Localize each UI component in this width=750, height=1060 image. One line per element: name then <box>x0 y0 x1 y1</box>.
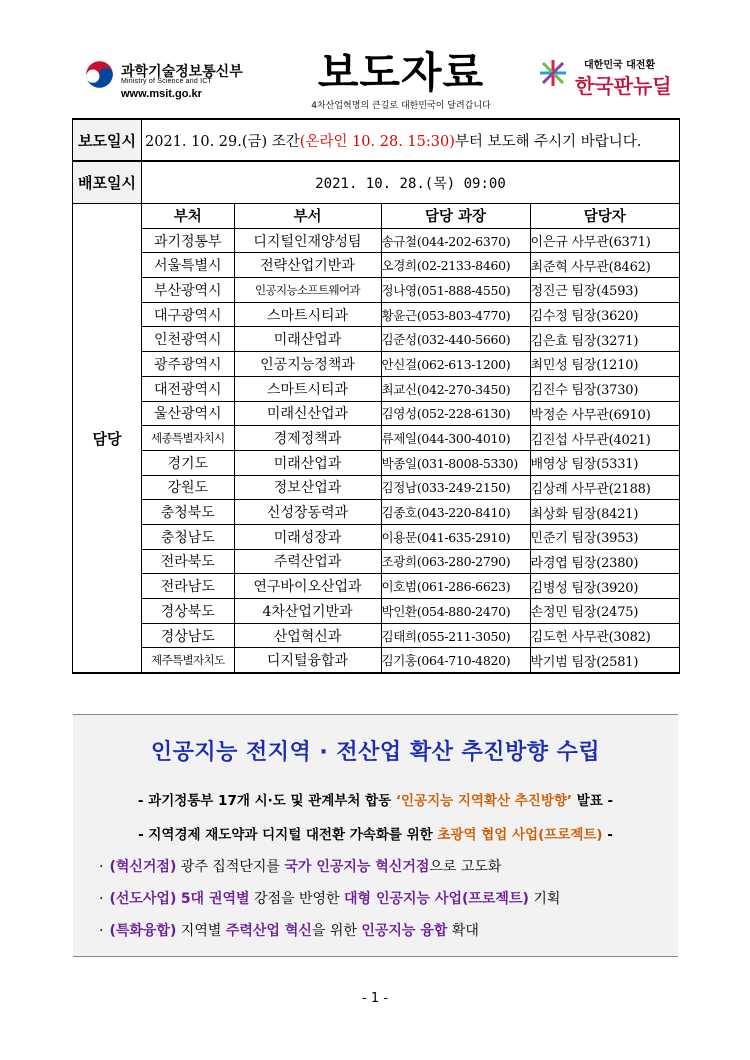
contact-manager: 황윤근(053-803-4770) <box>381 302 530 327</box>
sub2-suffix: - <box>602 827 613 843</box>
bullet-tag: (특화융합) <box>109 923 177 939</box>
contact-staff: 라경엽 팀장(2380) <box>530 549 679 574</box>
contact-row <box>142 327 679 352</box>
release-date: 2021. 10. 29.(금) 조간 <box>145 133 300 150</box>
contact-department: 디지털인재양성팀 <box>234 228 381 253</box>
contact-department: 스마트시티과 <box>234 376 381 401</box>
contact-ministry: 충청남도 <box>142 524 234 549</box>
release-value <box>142 119 680 161</box>
bullet-text: 확대 <box>447 923 479 939</box>
contact-staff: 김진수 팀장(3730) <box>530 376 679 401</box>
press-header <box>0 0 750 118</box>
contact-ministry: 서울특별시 <box>142 253 234 278</box>
contact-staff: 김진섭 사무관(4021) <box>530 426 679 451</box>
bullet-highlight: 주력산업 혁신 <box>225 923 312 939</box>
contact-row <box>142 524 679 549</box>
contact-row <box>142 549 679 574</box>
contacts-header-row <box>142 204 679 228</box>
contact-ministry: 경기도 <box>142 450 234 475</box>
header-cell: 부서 <box>234 204 381 228</box>
contact-staff: 김은효 팀장(3271) <box>530 327 679 352</box>
contact-manager: 김태희(055-211-3050) <box>381 623 530 648</box>
release-row <box>73 119 680 161</box>
contact-manager: 오경희(02-2133-8460) <box>381 253 530 278</box>
bullet-highlight: 인공지능 융합 <box>361 923 448 939</box>
contact-ministry: 전라남도 <box>142 574 234 599</box>
headline: 인공지능 전지역 · 전산업 확산 추진방향 수립 <box>150 740 601 765</box>
contact-ministry: 경상북도 <box>142 599 234 624</box>
contact-ministry: 제주특별자치도 <box>142 648 234 672</box>
contact-staff: 김상례 사무관(2188) <box>530 475 679 500</box>
contact-staff: 김도헌 사무관(3082) <box>530 623 679 648</box>
new-deal-logo-icon <box>538 58 568 88</box>
contact-row <box>142 228 679 253</box>
bullet-highlight: 대형 인공지능 사업(프로젝트) <box>344 891 529 907</box>
contact-department: 주력산업과 <box>234 549 381 574</box>
contact-staff: 손정민 팀장(2475) <box>530 599 679 624</box>
contact-ministry: 대전광역시 <box>142 376 234 401</box>
contact-ministry: 경상남도 <box>142 623 234 648</box>
sub1-prefix: - 과기정통부 17개 시·도 및 관계부처 합동 <box>137 793 396 809</box>
contact-staff: 배영상 팀장(5331) <box>530 450 679 475</box>
contact-staff: 김병성 팀장(3920) <box>530 574 679 599</box>
contact-row <box>142 574 679 599</box>
contact-ministry: 울산광역시 <box>142 401 234 426</box>
release-label: 보도일시 <box>73 119 142 161</box>
contact-ministry: 충청북도 <box>142 500 234 525</box>
contact-department: 경제정책과 <box>234 426 381 451</box>
bullet-text: 을 위한 <box>311 923 362 939</box>
contact-ministry: 강원도 <box>142 475 234 500</box>
contact-staff: 민준기 팀장(3953) <box>530 524 679 549</box>
contact-row <box>142 500 679 525</box>
contact-manager: 김영성(052-228-6130) <box>381 401 530 426</box>
contact-manager: 조광희(063-280-2790) <box>381 549 530 574</box>
contact-staff: 김수정 팀장(3620) <box>530 302 679 327</box>
contact-department: 신성장동력과 <box>234 500 381 525</box>
contact-ministry: 대구광역시 <box>142 302 234 327</box>
contact-row <box>142 599 679 624</box>
distribution-label: 배포일시 <box>73 161 142 204</box>
release-note: 부터 보도해 주시기 바랍니다. <box>454 133 642 150</box>
bullet-tag: (혁신거점) <box>109 859 177 875</box>
bullet-text: 광주 집적단지를 <box>176 859 285 875</box>
release-info-table <box>72 118 680 674</box>
contact-row <box>142 352 679 377</box>
contact-staff: 정진근 팀장(4593) <box>530 278 679 303</box>
header-cell: 담당 과장 <box>381 204 530 228</box>
contact-ministry: 과기정통부 <box>142 228 234 253</box>
contact-manager: 박종일(031-8008-5330) <box>381 450 530 475</box>
bullet-text: 기획 <box>528 891 561 907</box>
bullet-item: · (특화융합) 지역별 주력산업 혁신을 위한 인공지능 융합 확대 <box>99 923 479 939</box>
contact-row <box>142 475 679 500</box>
contact-department: 미래산업과 <box>234 450 381 475</box>
contact-ministry: 인천광역시 <box>142 327 234 352</box>
contact-ministry: 부산광역시 <box>142 278 234 303</box>
contact-manager: 송규철(044-202-6370) <box>381 228 530 253</box>
taegeuk-emblem-icon <box>83 58 116 91</box>
bullet-highlight: 5대 권역별 <box>180 891 250 907</box>
contact-row <box>142 426 679 451</box>
subheadline-1 <box>73 789 678 809</box>
ministry-url[interactable]: www.msit.go.kr <box>121 88 202 100</box>
contact-row <box>142 253 679 278</box>
contacts-row <box>73 204 680 674</box>
contact-row <box>142 450 679 475</box>
ministry-name: 과학기술정보통신부 <box>121 63 243 79</box>
new-deal-title: 한국판뉴딜 <box>575 74 672 98</box>
contact-staff: 최상화 팀장(8421) <box>530 500 679 525</box>
document-title: 보도자료 <box>317 48 485 97</box>
release-online-time: (온라인 10. 28. 15:30) <box>299 133 455 150</box>
summary-box <box>73 714 678 957</box>
contact-ministry: 광주광역시 <box>142 352 234 377</box>
contact-department: 4차산업기반과 <box>234 599 381 624</box>
contact-row <box>142 623 679 648</box>
bullet-highlight: 국가 인공지능 혁신거점 <box>284 859 430 875</box>
page-number: - 1 - <box>362 991 388 1006</box>
bullet-item: · (선도사업) 5대 권역별 강점을 반영한 대형 인공지능 사업(프로젝트) 기획 <box>99 891 561 907</box>
contact-ministry: 전라북도 <box>142 549 234 574</box>
contacts-table <box>142 204 679 672</box>
new-deal-caption: 대한민국 대전환 <box>584 60 656 71</box>
distribution-value: 2021. 10. 28.(목) 09:00 <box>142 161 680 204</box>
contact-department: 정보산업과 <box>234 475 381 500</box>
contact-department: 스마트시티과 <box>234 302 381 327</box>
contact-row <box>142 278 679 303</box>
contact-department: 연구바이오산업과 <box>234 574 381 599</box>
contact-department: 인공지능정책과 <box>234 352 381 377</box>
subheadline-2 <box>73 823 678 843</box>
contact-staff: 박정순 사무관(6910) <box>530 401 679 426</box>
contact-manager: 김기홍(064-710-4820) <box>381 648 530 672</box>
contact-department: 전략산업기반과 <box>234 253 381 278</box>
contact-staff: 박기범 팀장(2581) <box>530 648 679 672</box>
contact-manager: 이용문(041-635-2910) <box>381 524 530 549</box>
ministry-name-en: Ministry of Science and ICT <box>121 78 212 85</box>
sub1-suffix: 발표 - <box>572 793 614 809</box>
contact-department: 미래신산업과 <box>234 401 381 426</box>
contact-manager: 김종호(043-220-8410) <box>381 500 530 525</box>
contact-department: 산업혁신과 <box>234 623 381 648</box>
slogan: 4차산업혁명의 큰길로 대한민국이 달려갑니다 <box>311 101 491 111</box>
contact-department: 인공지능소프트웨어과 <box>234 278 381 303</box>
header-cell: 담당자 <box>530 204 679 228</box>
contact-row <box>142 401 679 426</box>
sub1-highlight: ‘인공지능 지역확산 추진방향’ <box>395 793 573 809</box>
contact-row <box>142 302 679 327</box>
bullet-tag: (선도사업) <box>109 891 177 907</box>
contacts-label: 담당 <box>73 204 142 674</box>
contact-department: 미래산업과 <box>234 327 381 352</box>
header-cell: 부처 <box>142 204 234 228</box>
sub2-highlight: 초광역 협업 사업(프로젝트) <box>437 827 603 843</box>
contact-staff: 최민성 팀장(1210) <box>530 352 679 377</box>
contact-ministry: 세종특별자치시 <box>142 426 234 451</box>
contact-manager: 박인환(054-880-2470) <box>381 599 530 624</box>
bullet-text: 지역별 <box>176 923 226 939</box>
bullet-item: · (혁신거점) 광주 집적단지를 국가 인공지능 혁신거점으로 고도화 <box>99 859 502 875</box>
bullet-text: 으로 고도화 <box>429 859 502 875</box>
contact-staff: 이은규 사무관(6371) <box>530 228 679 253</box>
distribution-row <box>73 161 680 204</box>
sub2-prefix: - 지역경제 재도약과 디지털 대전환 가속화를 위한 <box>138 827 438 843</box>
contact-manager: 류제일(044-300-4010) <box>381 426 530 451</box>
contact-manager: 김준성(032-440-5660) <box>381 327 530 352</box>
contact-row <box>142 376 679 401</box>
contact-manager: 안신걸(062-613-1200) <box>381 352 530 377</box>
contact-staff: 최준혁 사무관(8462) <box>530 253 679 278</box>
contact-row <box>142 648 679 672</box>
contact-department: 미래성장과 <box>234 524 381 549</box>
contact-manager: 이호범(061-286-6623) <box>381 574 530 599</box>
contact-department: 디지털융합과 <box>234 648 381 672</box>
bullet-text: 강점을 반영한 <box>249 891 345 907</box>
contact-manager: 최교신(042-270-3450) <box>381 376 530 401</box>
contact-manager: 김정남(033-249-2150) <box>381 475 530 500</box>
contact-manager: 정나영(051-888-4550) <box>381 278 530 303</box>
